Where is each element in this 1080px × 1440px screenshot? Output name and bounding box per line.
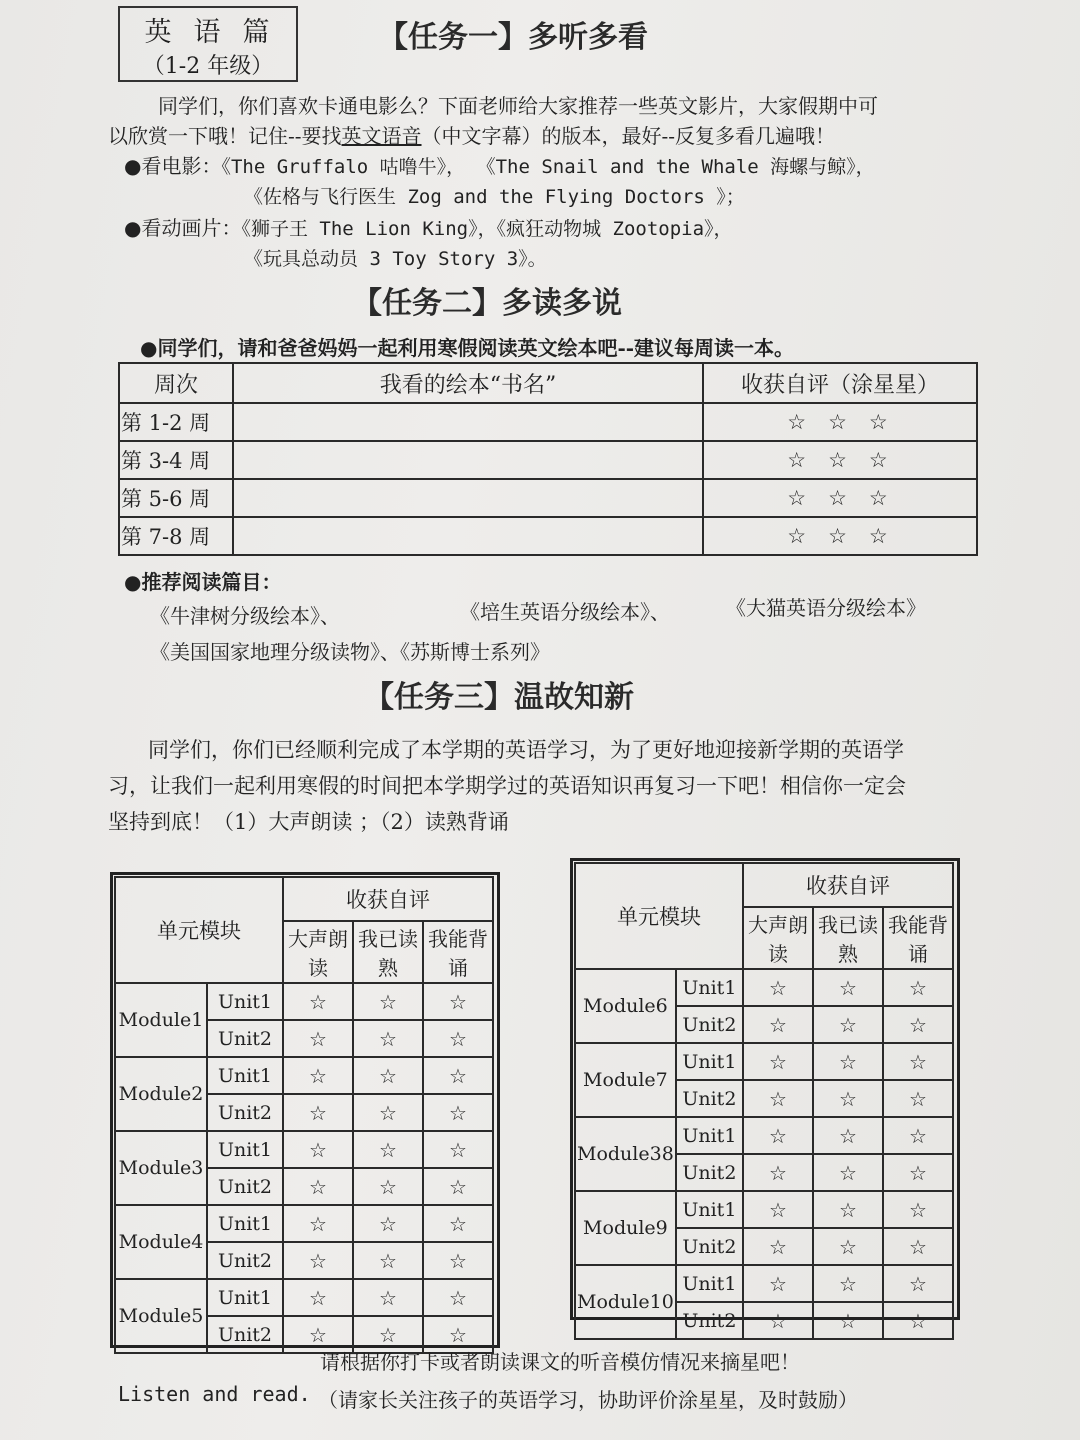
star-icon[interactable]: ☆ — [283, 1316, 353, 1353]
star-icon[interactable]: ☆ — [353, 1316, 423, 1353]
module-name: Module5 — [115, 1279, 207, 1353]
table-row — [575, 969, 953, 1006]
unit-name: Unit2 — [207, 1168, 283, 1205]
star-icon[interactable]: ☆ — [423, 1279, 493, 1316]
star-icon[interactable]: ☆ — [353, 1168, 423, 1205]
star-icon[interactable]: ☆ — [883, 969, 953, 1006]
star-icon[interactable]: ☆ — [353, 983, 423, 1020]
table-row — [575, 1043, 953, 1080]
unit-name: Unit2 — [207, 1316, 283, 1353]
star-icon[interactable]: ☆ — [423, 1057, 493, 1094]
star-icon[interactable]: ☆ — [743, 969, 813, 1006]
subject-tag — [118, 6, 298, 82]
unit-name: Unit2 — [676, 1154, 743, 1191]
star-icon[interactable]: ☆ — [283, 1279, 353, 1316]
table-row — [575, 1117, 953, 1154]
module-name: Module9 — [575, 1191, 676, 1265]
table-row — [119, 517, 977, 555]
star-icon[interactable]: ☆ — [883, 1191, 953, 1228]
module-name: Module6 — [575, 969, 676, 1043]
star-icon[interactable]: ☆ — [283, 983, 353, 1020]
star-icon[interactable]: ☆ — [353, 1242, 423, 1279]
unit-name: Unit1 — [207, 1205, 283, 1242]
unit-name: Unit2 — [207, 1020, 283, 1057]
unit-name: Unit1 — [676, 1265, 743, 1302]
unit-module-header: 单元模块 — [115, 877, 283, 983]
unit-name: Unit1 — [207, 1131, 283, 1168]
table-row — [119, 479, 977, 517]
col-eval: 收获自评（涂星星） — [703, 363, 977, 403]
star-icon[interactable]: ☆ — [743, 1228, 813, 1265]
module-name: Module2 — [115, 1057, 207, 1131]
cartoons-label: ●看动画片： — [124, 216, 242, 240]
star-icon[interactable]: ☆ — [423, 1205, 493, 1242]
unit-name: Unit2 — [676, 1228, 743, 1265]
familiar-header: 我已读熟 — [353, 921, 423, 983]
module-name: Module4 — [115, 1205, 207, 1279]
task3-para-line3: 坚持到底！（1）大声朗读 ；（2）读熟背诵 — [108, 810, 509, 834]
table-row — [115, 1279, 493, 1316]
star-icon[interactable]: ☆ — [283, 1094, 353, 1131]
reading-log-table — [118, 362, 978, 556]
star-icon[interactable]: ☆ — [423, 1094, 493, 1131]
cartoons-list-1: 《狮子王 The Lion King》，《疯狂动物城 Zootopia》， — [241, 218, 733, 240]
unit-name: Unit1 — [207, 1279, 283, 1316]
familiar-header: 我已读熟 — [813, 907, 883, 969]
read-aloud-header: 大声朗读 — [283, 921, 353, 983]
task1-intro-line1: 同学们，你们喜欢卡通电影么？下面老师给大家推荐一些英文影片，大家假期中可 — [158, 94, 878, 118]
module-name: Module3 — [115, 1131, 207, 1205]
star-rating[interactable]: ☆☆☆ — [703, 479, 977, 517]
star-icon[interactable]: ☆ — [813, 969, 883, 1006]
star-icon[interactable]: ☆ — [423, 1242, 493, 1279]
star-icon[interactable]: ☆ — [283, 1131, 353, 1168]
star-icon[interactable]: ☆ — [353, 1279, 423, 1316]
star-icon[interactable]: ☆ — [813, 1265, 883, 1302]
star-icon[interactable]: ☆ — [883, 1154, 953, 1191]
intro-underlined: 英文语音 — [341, 124, 422, 148]
star-icon[interactable]: ☆ — [813, 1080, 883, 1117]
rec-label: ●推荐阅读篇目： — [124, 570, 282, 594]
week-cell: 第 3-4 周 — [119, 441, 233, 479]
cartoons-line1 — [124, 212, 733, 241]
star-icon[interactable]: ☆ — [283, 1057, 353, 1094]
module-name: Module7 — [575, 1043, 676, 1117]
book-name-cell[interactable] — [233, 441, 703, 479]
unit-name: Unit1 — [207, 1057, 283, 1094]
task3-para-line2: 习，让我们一起利用寒假的时间把本学期学过的英语知识再复习一下吧！相信你一定会 — [108, 774, 906, 798]
star-icon[interactable]: ☆ — [353, 1057, 423, 1094]
star-icon[interactable]: ☆ — [743, 1302, 813, 1339]
star-icon[interactable]: ☆ — [883, 1006, 953, 1043]
eval-header: 收获自评 — [283, 877, 493, 921]
star-icon[interactable]: ☆ — [743, 1265, 813, 1302]
star-icon[interactable]: ☆ — [883, 1228, 953, 1265]
star-icon[interactable]: ☆ — [353, 1205, 423, 1242]
unit-name: Unit2 — [207, 1242, 283, 1279]
unit-name: Unit2 — [676, 1080, 743, 1117]
week-cell: 第 1-2 周 — [119, 403, 233, 441]
unit-name: Unit1 — [676, 1191, 743, 1228]
task3-title: 【任务三】温故知新 — [364, 680, 634, 715]
table-row — [115, 983, 493, 1020]
recite-header: 我能背诵 — [423, 921, 493, 983]
book-name-cell[interactable] — [233, 517, 703, 555]
footer-instruction: 请根据你打卡或者朗读课文的听音模仿情况来摘星吧！ — [320, 1350, 800, 1374]
recite-header: 我能背诵 — [883, 907, 953, 969]
star-icon[interactable]: ☆ — [353, 1131, 423, 1168]
star-rating[interactable]: ☆☆☆ — [703, 517, 977, 555]
table-row — [119, 441, 977, 479]
star-icon[interactable]: ☆ — [813, 1191, 883, 1228]
star-icon[interactable]: ☆ — [353, 1094, 423, 1131]
star-icon[interactable]: ☆ — [283, 1168, 353, 1205]
star-rating[interactable]: ☆☆☆ — [703, 441, 977, 479]
star-icon[interactable]: ☆ — [743, 1117, 813, 1154]
grade-label: （1-2 年级） — [142, 54, 274, 79]
unit-name: Unit2 — [207, 1094, 283, 1131]
module-table-right — [574, 862, 954, 1340]
movies-list-1: 《The Gruffalo 咕噜牛》， 《The Snail and the Whale 海螺与鲸》， — [221, 156, 875, 178]
week-cell: 第 5-6 周 — [119, 479, 233, 517]
star-icon[interactable]: ☆ — [813, 1154, 883, 1191]
star-icon[interactable]: ☆ — [883, 1117, 953, 1154]
task3-para-line1: 同学们，你们已经顺利完成了本学期的英语学习，为了更好地迎接新学期的英语学 — [148, 738, 904, 762]
star-icon[interactable]: ☆ — [423, 1316, 493, 1353]
week-cell: 第 7-8 周 — [119, 517, 233, 555]
module-name: Module38 — [575, 1117, 676, 1191]
unit-name: Unit1 — [207, 983, 283, 1020]
rec-book-3: 《大猫英语分级绘本》 — [726, 596, 926, 620]
module-name: Module10 — [575, 1265, 676, 1339]
subject-title: 英语篇 — [144, 17, 292, 48]
star-icon[interactable]: ☆ — [883, 1265, 953, 1302]
table-row — [115, 1205, 493, 1242]
star-rating[interactable]: ☆☆☆ — [703, 403, 977, 441]
module-name: Module1 — [115, 983, 207, 1057]
star-icon[interactable]: ☆ — [813, 1043, 883, 1080]
star-icon[interactable]: ☆ — [813, 1302, 883, 1339]
star-icon[interactable]: ☆ — [743, 1154, 813, 1191]
task1-intro-line2 — [108, 120, 835, 149]
footer-listen-read: Listen and read. — [118, 1382, 311, 1406]
star-icon[interactable]: ☆ — [283, 1205, 353, 1242]
task1-title: 【任务一】多听多看 — [378, 20, 648, 55]
book-name-cell[interactable] — [233, 479, 703, 517]
col-book: 我看的绘本“书名” — [233, 363, 703, 403]
star-icon[interactable]: ☆ — [813, 1228, 883, 1265]
cartoons-line2: 《玩具总动员 3 Toy Story 3》。 — [244, 248, 547, 270]
intro-text-b: （中文字幕）的版本，最好--反复多看几遍哦！ — [421, 124, 836, 148]
movies-line1 — [124, 150, 875, 179]
table-row — [575, 1191, 953, 1228]
task2-title: 【任务二】多读多说 — [352, 286, 622, 321]
star-icon[interactable]: ☆ — [813, 1117, 883, 1154]
unit-name: Unit1 — [676, 1117, 743, 1154]
intro-text-a: 以欣赏一下哦！记住--要找 — [108, 124, 342, 148]
star-icon[interactable]: ☆ — [743, 1043, 813, 1080]
table-row — [119, 403, 977, 441]
star-icon[interactable]: ☆ — [353, 1020, 423, 1057]
rec-book-2: 《培生英语分级绘本》、 — [460, 600, 670, 624]
rec-book-1: 《牛津树分级绘本》、 — [150, 604, 340, 628]
table-row — [575, 1265, 953, 1302]
rec-books-line2: 《美国国家地理分级读物》、《苏斯博士系列》 — [150, 640, 550, 664]
read-aloud-header: 大声朗读 — [743, 907, 813, 969]
star-icon[interactable]: ☆ — [423, 1168, 493, 1205]
task2-intro: ●同学们，请和爸爸妈妈一起利用寒假阅读英文绘本吧--建议每周读一本。 — [140, 336, 795, 360]
book-name-cell[interactable] — [233, 403, 703, 441]
star-icon[interactable]: ☆ — [423, 983, 493, 1020]
star-icon[interactable]: ☆ — [743, 1191, 813, 1228]
module-table-left — [114, 876, 494, 1354]
unit-module-header: 单元模块 — [575, 863, 743, 969]
star-icon[interactable]: ☆ — [423, 1131, 493, 1168]
star-icon[interactable]: ☆ — [743, 1006, 813, 1043]
unit-name: Unit2 — [676, 1302, 743, 1339]
star-icon[interactable]: ☆ — [883, 1080, 953, 1117]
star-icon[interactable]: ☆ — [283, 1242, 353, 1279]
movies-line2: 《佐格与飞行医生 Zog and the Flying Doctors 》； — [244, 186, 745, 208]
star-icon[interactable]: ☆ — [743, 1080, 813, 1117]
unit-name: Unit1 — [676, 1043, 743, 1080]
star-icon[interactable]: ☆ — [813, 1006, 883, 1043]
star-icon[interactable]: ☆ — [283, 1020, 353, 1057]
star-icon[interactable]: ☆ — [883, 1302, 953, 1339]
table-row — [115, 1131, 493, 1168]
eval-header: 收获自评 — [743, 863, 953, 907]
col-week: 周次 — [119, 363, 233, 403]
star-icon[interactable]: ☆ — [883, 1043, 953, 1080]
star-icon[interactable]: ☆ — [423, 1020, 493, 1057]
table-row — [115, 1057, 493, 1094]
movies-label: ●看电影： — [124, 154, 222, 178]
footer-parent-note: （请家长关注孩子的英语学习，协助评价涂星星，及时鼓励） — [318, 1388, 858, 1412]
unit-name: Unit1 — [676, 969, 743, 1006]
unit-name: Unit2 — [676, 1006, 743, 1043]
